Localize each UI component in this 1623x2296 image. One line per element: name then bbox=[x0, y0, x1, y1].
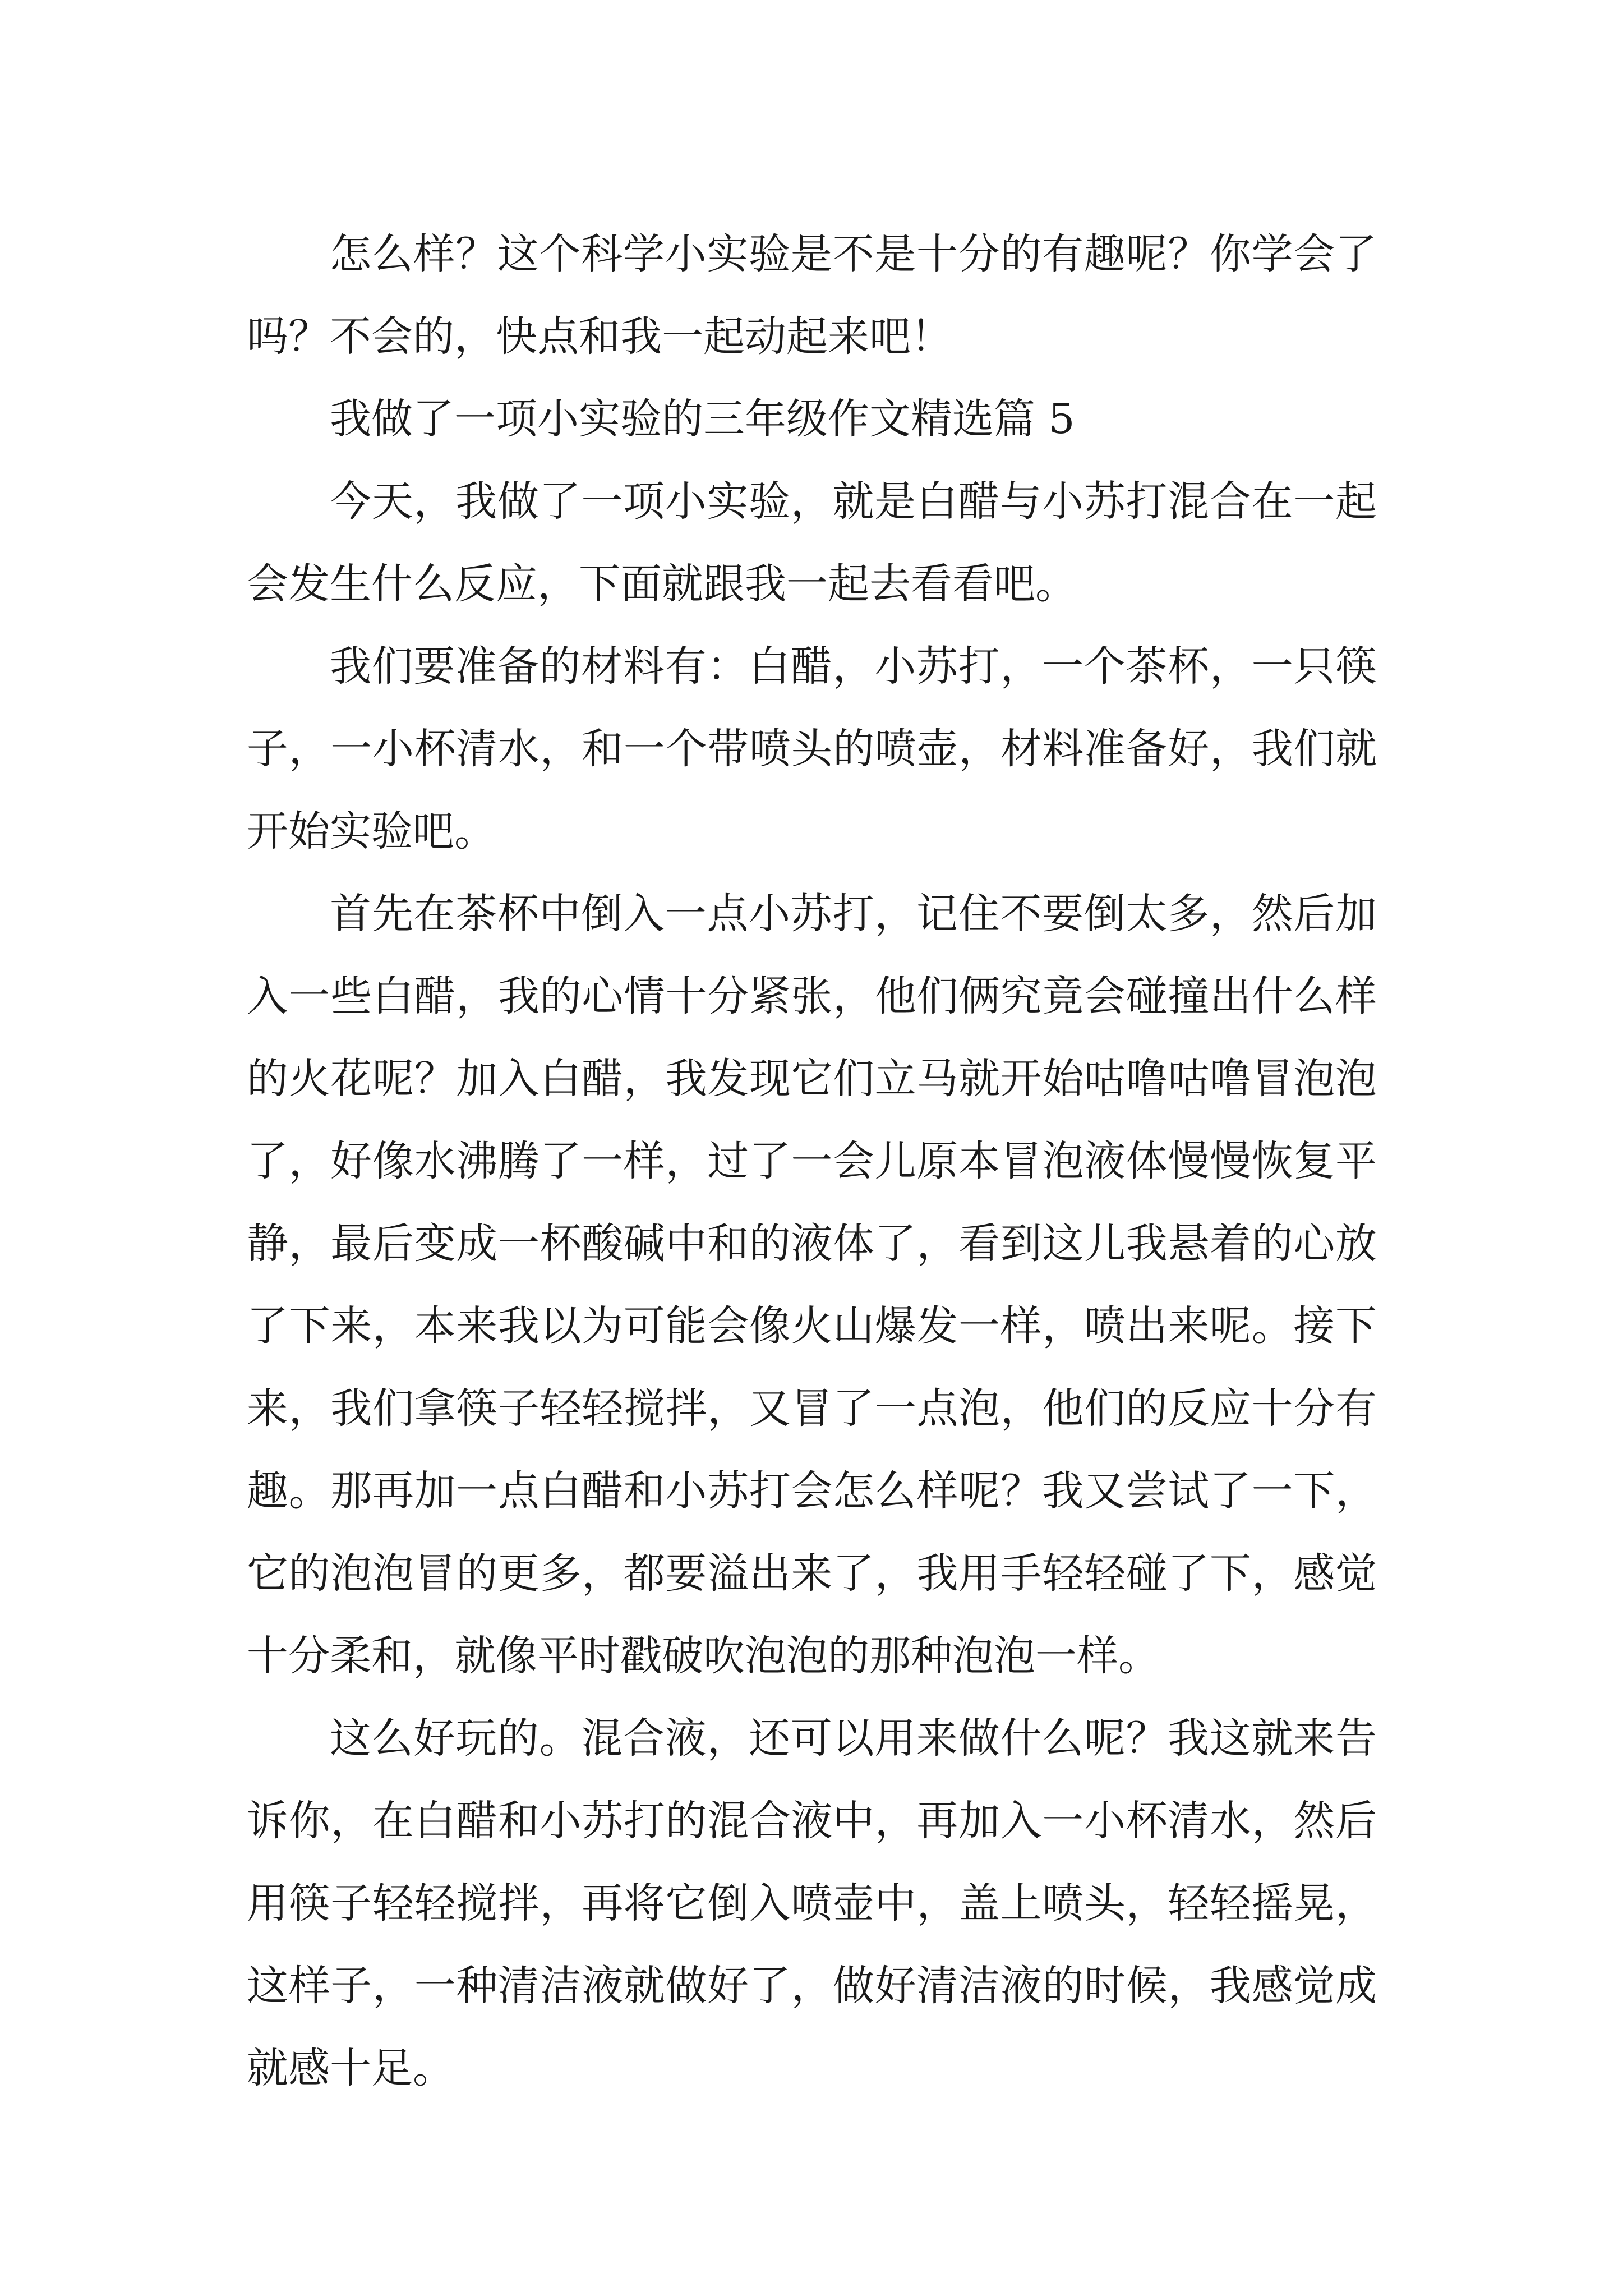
paragraph-procedure: 首先在茶杯中倒入一点小苏打，记住不要倒太多，然后加入一些白醋，我的心情十分紧张，他们俩究竟会碰撞出什么样的火花呢？加入白醋，我发现它们立马就开始咕噜咕噜冒泡泡了，好像水沸腾了一样，过了一会儿原本冒泡液体慢慢恢复平静，最后变成一杯酸碱中和的液体了，看到这儿我悬着的心放了下来，本来我以为可能会像火山爆发一样，喷出来呢。接下来，我们拿筷子轻轻搅拌，又冒了一点泡，他们的反应十分有趣。那再加一点白醋和小苏打会怎么样呢？我又尝试了一下，它的泡泡冒的更多，都要溢出来了，我用手轻轻碰了下，感觉十分柔和，就像平时戳破吹泡泡的那种泡泡一样。 bbox=[247, 890, 1377, 1680]
paragraph-intro: 今天，我做了一项小实验，就是白醋与小苏打混合在一起会发生什么反应，下面就跟我一起去看看吧。 bbox=[247, 477, 1377, 608]
document-body bbox=[247, 213, 1377, 2110]
section-heading: 我做了一项小实验的三年级作文精选篇 5 bbox=[330, 395, 1075, 443]
paragraph-conclusion: 这么好玩的。混合液，还可以用来做什么呢？我这就来告诉你，在白醋和小苏打的混合液中，再加入一小杯清水，然后用筷子轻轻搅拌，再将它倒入喷壶中，盖上喷头，轻轻摇晃，这样子，一种清洁液就做好了，做好清洁液的时候，我感觉成就感十足。 bbox=[247, 1714, 1377, 2092]
paragraph-closing-question: 怎么样？这个科学小实验是不是十分的有趣呢？你学会了吗？不会的，快点和我一起动起来吧！ bbox=[247, 230, 1377, 361]
paragraph-materials: 我们要准备的材料有：白醋，小苏打，一个茶杯，一只筷子，一小杯清水，和一个带喷头的喷壶，材料准备好，我们就开始实验吧。 bbox=[247, 642, 1377, 855]
